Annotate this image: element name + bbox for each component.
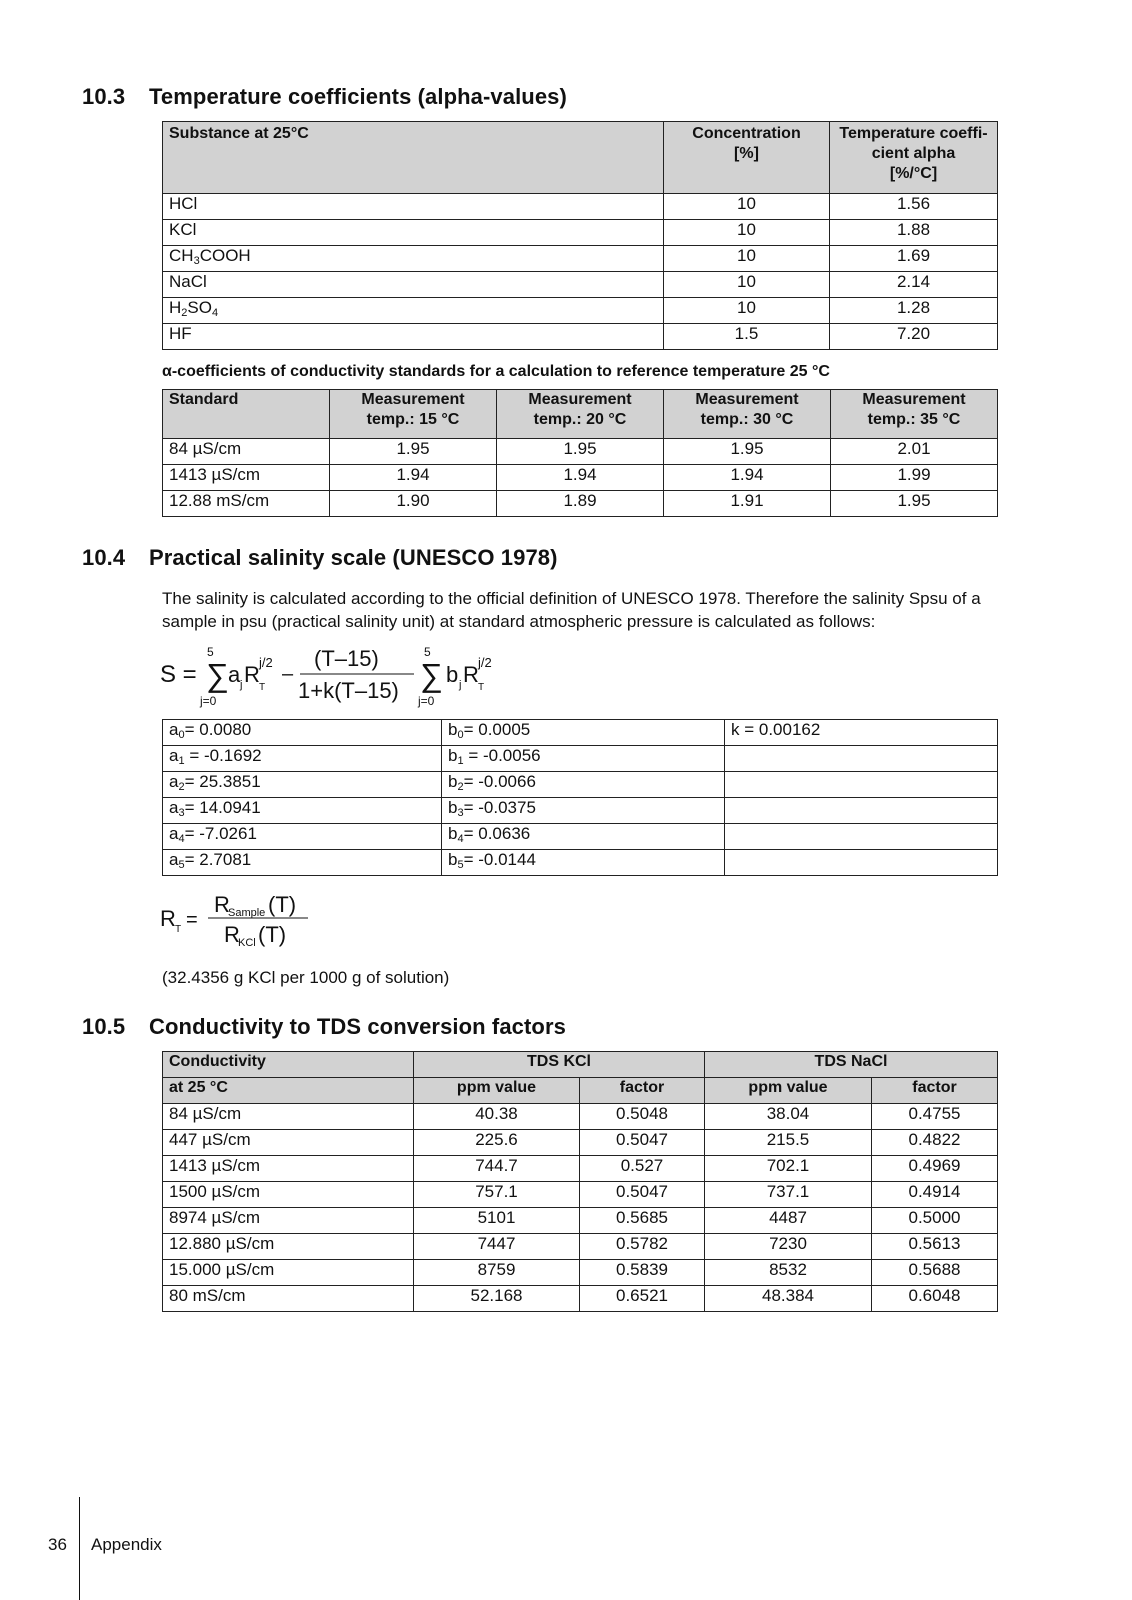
b-term: b	[446, 662, 459, 687]
nacl-factor-cell: 0.6048	[872, 1286, 998, 1312]
nacl-ppm-cell: 7230	[705, 1234, 872, 1260]
a-index: 4	[178, 833, 185, 845]
table-row	[163, 439, 998, 465]
kcl-ppm-cell: 225.6	[414, 1130, 580, 1156]
table-row	[163, 246, 998, 272]
a-coefficient-cell	[163, 824, 442, 850]
b-index: 5	[457, 859, 464, 871]
b-value: = -0.0144	[463, 850, 536, 869]
nacl-factor-cell: 0.5613	[872, 1234, 998, 1260]
footer-label: Appendix	[91, 1535, 162, 1554]
b-coefficient-cell	[442, 746, 725, 772]
b-index: 4	[457, 833, 464, 845]
rt-formula	[158, 888, 318, 950]
section-heading-10-3	[82, 84, 567, 110]
b-coefficient-cell	[442, 798, 725, 824]
standards-header-standard: Standard	[163, 390, 330, 439]
a-coefficient-cell	[163, 746, 442, 772]
alpha-header-concentration: Concentration [%]	[664, 122, 830, 194]
value-cell: 1.94	[664, 465, 831, 491]
kcl-ppm-cell: 7447	[414, 1234, 580, 1260]
concentration-cell: 10	[664, 220, 830, 246]
alpha-header-alpha: Temperature coeffi- cient alpha [%/°C]	[830, 122, 998, 194]
salinity-paragraph: The salinity is calculated according to the official definition of UNESCO 1978. Therefore the salinity Spsu of a sample in psu (practical salinity unit) at standard atmospheric pressure is calculated as follows:	[162, 589, 981, 631]
alpha-cell: 7.20	[830, 324, 998, 350]
k-cell: k = 0.00162	[725, 720, 998, 746]
tds-header-kcl: TDS KCl	[414, 1052, 705, 1078]
table-row	[163, 298, 998, 324]
alpha-cell: 1.56	[830, 194, 998, 220]
rt-num-r: R	[214, 892, 230, 917]
kcl-factor-cell: 0.5782	[580, 1234, 705, 1260]
a-value: = 0.0080	[184, 720, 252, 739]
table-row	[163, 824, 998, 850]
kcl-note: (32.4356 g KCl per 1000 g of solution)	[162, 968, 450, 987]
rt-num-sub: Sample	[228, 907, 266, 919]
tds-header-kcl-factor: factor	[580, 1078, 705, 1104]
b-coefficient-cell	[442, 824, 725, 850]
tds-header-nacl-factor: factor	[872, 1078, 998, 1104]
table-row	[163, 324, 998, 350]
conductivity-cell: 447 µS/cm	[163, 1130, 414, 1156]
a-symbol: a	[169, 824, 179, 843]
concentration-cell: 10	[664, 246, 830, 272]
conductivity-cell: 12.880 µS/cm	[163, 1234, 414, 1260]
table-row	[163, 1104, 998, 1130]
b-coefficient-cell	[442, 772, 725, 798]
a-coefficient-cell	[163, 720, 442, 746]
a-index: 5	[178, 859, 185, 871]
b-index: 1	[457, 755, 464, 767]
nacl-ppm-cell: 737.1	[705, 1182, 872, 1208]
table-row	[163, 1260, 998, 1286]
section-title: Conductivity to TDS conversion factors	[149, 1014, 566, 1039]
b-index: 0	[457, 729, 464, 741]
b-value: = -0.0066	[463, 772, 536, 791]
alpha-cell: 2.14	[830, 272, 998, 298]
kcl-ppm-cell: 5101	[414, 1208, 580, 1234]
substance-cell: NaCl	[163, 272, 664, 298]
a-value: = 14.0941	[184, 798, 261, 817]
b-symbol: b	[448, 850, 458, 869]
standards-header-15: Measurement temp.: 15 °C	[330, 390, 497, 439]
conductivity-cell: 80 mS/cm	[163, 1286, 414, 1312]
table-row	[163, 465, 998, 491]
b-value: = 0.0005	[463, 720, 531, 739]
minus-sign: –	[282, 663, 294, 685]
alpha-cell: 1.28	[830, 298, 998, 324]
a-index: 0	[178, 729, 185, 741]
table-row	[163, 1156, 998, 1182]
k-cell	[725, 824, 998, 850]
a-index: 1	[178, 755, 185, 767]
a-symbol: a	[169, 720, 179, 739]
r-term: R	[463, 662, 479, 687]
nacl-factor-cell: 0.4969	[872, 1156, 998, 1182]
table-row	[163, 1130, 998, 1156]
rt-den-sub: KCl	[238, 937, 256, 949]
section-title: Temperature coefficients (alpha-values)	[149, 84, 567, 109]
standards-header-20: Measurement temp.: 20 °C	[497, 390, 664, 439]
table-row	[163, 850, 998, 876]
kcl-ppm-cell: 40.38	[414, 1104, 580, 1130]
concentration-cell: 10	[664, 298, 830, 324]
value-cell: 1.99	[831, 465, 998, 491]
nacl-ppm-cell: 38.04	[705, 1104, 872, 1130]
substance-cell: KCl	[163, 220, 664, 246]
section-heading-10-4	[82, 545, 558, 571]
standards-table	[162, 389, 998, 517]
standards-header-30: Measurement temp.: 30 °C	[664, 390, 831, 439]
b-value: = -0.0375	[463, 798, 536, 817]
value-cell: 1.91	[664, 491, 831, 517]
a-index: 3	[178, 807, 185, 819]
b-symbol: b	[448, 720, 458, 739]
section-number: 10.5	[82, 1014, 126, 1039]
conductivity-cell: 8974 µS/cm	[163, 1208, 414, 1234]
r-exp: j/2	[259, 655, 273, 670]
a-index: j	[240, 679, 243, 691]
kcl-factor-cell: 0.5048	[580, 1104, 705, 1130]
b-coefficient-cell	[442, 720, 725, 746]
tds-header-temp: at 25 °C	[163, 1078, 414, 1104]
conductivity-cell: 15.000 µS/cm	[163, 1260, 414, 1286]
a-term: a	[228, 662, 241, 687]
rt-den-r: R	[224, 922, 240, 947]
nacl-ppm-cell: 702.1	[705, 1156, 872, 1182]
b-value: = -0.0056	[463, 746, 541, 765]
table-row	[163, 1286, 998, 1312]
formula-lhs: S =	[160, 661, 197, 688]
standard-cell: 84 µS/cm	[163, 439, 330, 465]
sigma-icon: ∑	[420, 657, 443, 693]
kcl-factor-cell: 0.6521	[580, 1286, 705, 1312]
table-row	[163, 194, 998, 220]
sum-lower: j=0	[200, 694, 217, 708]
kcl-factor-cell: 0.5047	[580, 1182, 705, 1208]
table-row	[163, 746, 998, 772]
nacl-factor-cell: 0.4755	[872, 1104, 998, 1130]
concentration-cell: 10	[664, 194, 830, 220]
kcl-ppm-cell: 757.1	[414, 1182, 580, 1208]
nacl-factor-cell: 0.5000	[872, 1208, 998, 1234]
table-row	[163, 220, 998, 246]
value-cell: 1.90	[330, 491, 497, 517]
k-cell	[725, 746, 998, 772]
sum-upper: 5	[207, 645, 214, 659]
kcl-ppm-cell: 52.168	[414, 1286, 580, 1312]
table-row	[163, 720, 998, 746]
tds-header-kcl-ppm: ppm value	[414, 1078, 580, 1104]
alpha-table	[162, 121, 998, 350]
b-index: 3	[457, 807, 464, 819]
table-row	[163, 1208, 998, 1234]
b-index: 2	[457, 781, 464, 793]
value-cell: 1.95	[497, 439, 664, 465]
a-value: = 2.7081	[184, 850, 252, 869]
kcl-factor-cell: 0.527	[580, 1156, 705, 1182]
nacl-factor-cell: 0.5688	[872, 1260, 998, 1286]
value-cell: 2.01	[831, 439, 998, 465]
footer-divider	[79, 1497, 80, 1600]
frac-denominator: 1+k(T–15)	[298, 678, 399, 703]
a-value: = 25.3851	[184, 772, 261, 791]
nacl-ppm-cell: 8532	[705, 1260, 872, 1286]
kcl-ppm-cell: 8759	[414, 1260, 580, 1286]
frac-numerator: (T–15)	[314, 646, 379, 671]
value-cell: 1.95	[330, 439, 497, 465]
k-cell	[725, 798, 998, 824]
kcl-factor-cell: 0.5839	[580, 1260, 705, 1286]
nacl-ppm-cell: 4487	[705, 1208, 872, 1234]
section-title: Practical salinity scale (UNESCO 1978)	[149, 545, 558, 570]
sigma-icon: ∑	[206, 657, 229, 693]
page-number: 36	[48, 1535, 67, 1554]
a-coefficient-cell	[163, 850, 442, 876]
b-value: = 0.0636	[463, 824, 531, 843]
conductivity-cell: 1413 µS/cm	[163, 1156, 414, 1182]
substance-cell: $CH_3COOH$	[163, 246, 664, 272]
tds-table	[162, 1051, 998, 1312]
tds-header-conductivity: Conductivity	[163, 1052, 414, 1078]
r-index: T	[259, 682, 266, 693]
table-row	[163, 1182, 998, 1208]
conductivity-cell: 84 µS/cm	[163, 1104, 414, 1130]
value-cell: 1.94	[497, 465, 664, 491]
salinity-formula	[158, 644, 518, 710]
b-symbol: b	[448, 798, 458, 817]
kcl-factor-cell: 0.5047	[580, 1130, 705, 1156]
a-value: = -0.1692	[184, 746, 262, 765]
k-cell	[725, 850, 998, 876]
nacl-factor-cell: 0.4914	[872, 1182, 998, 1208]
section-heading-10-5	[82, 1014, 566, 1040]
concentration-cell: 10	[664, 272, 830, 298]
r-term: R	[244, 662, 260, 687]
a-index: 2	[178, 781, 185, 793]
kcl-factor-cell: 0.5685	[580, 1208, 705, 1234]
coefficient-table	[162, 719, 998, 876]
sum-lower: j=0	[418, 694, 435, 708]
a-coefficient-cell	[163, 798, 442, 824]
a-symbol: a	[169, 746, 179, 765]
rt-eq: =	[186, 909, 198, 931]
section-number: 10.3	[82, 84, 126, 109]
standard-cell: 1413 µS/cm	[163, 465, 330, 491]
nacl-factor-cell: 0.4822	[872, 1130, 998, 1156]
alpha-cell: 1.88	[830, 220, 998, 246]
b-coefficient-cell	[442, 850, 725, 876]
substance-cell: $H_2SO_4$	[163, 298, 664, 324]
table-row	[163, 1234, 998, 1260]
tds-header-nacl: TDS NaCl	[705, 1052, 998, 1078]
b-symbol: b	[448, 772, 458, 791]
tds-header-nacl-ppm: ppm value	[705, 1078, 872, 1104]
standards-header-35: Measurement temp.: 35 °C	[831, 390, 998, 439]
rt-lhs: R	[160, 906, 176, 931]
nacl-ppm-cell: 48.384	[705, 1286, 872, 1312]
k-cell	[725, 772, 998, 798]
rt-num-arg: (T)	[268, 892, 297, 917]
a-symbol: a	[169, 772, 179, 791]
r-exp: j/2	[478, 655, 492, 670]
a-symbol: a	[169, 798, 179, 817]
conductivity-cell: 1500 µS/cm	[163, 1182, 414, 1208]
a-coefficient-cell	[163, 772, 442, 798]
table-row	[163, 272, 998, 298]
value-cell: 1.94	[330, 465, 497, 491]
nacl-ppm-cell: 215.5	[705, 1130, 872, 1156]
standards-note: α-coefficients of conductivity standards for a calculation to reference temperature 25 °C	[162, 363, 830, 380]
b-symbol: b	[448, 824, 458, 843]
b-index: j	[459, 679, 462, 691]
sum-upper: 5	[424, 645, 431, 659]
rt-den-arg: (T)	[258, 922, 287, 947]
substance-cell: HF	[163, 324, 664, 350]
table-row	[163, 772, 998, 798]
substance-cell: HCl	[163, 194, 664, 220]
alpha-header-substance: Substance at 25°C	[163, 122, 664, 194]
kcl-ppm-cell: 744.7	[414, 1156, 580, 1182]
r-index: T	[478, 682, 485, 693]
value-cell: 1.95	[664, 439, 831, 465]
standard-cell: 12.88 mS/cm	[163, 491, 330, 517]
b-symbol: b	[448, 746, 458, 765]
table-row	[163, 798, 998, 824]
alpha-cell: 1.69	[830, 246, 998, 272]
concentration-cell: 1.5	[664, 324, 830, 350]
rt-lhs-sub: T	[175, 924, 182, 935]
a-symbol: a	[169, 850, 179, 869]
section-number: 10.4	[82, 545, 126, 570]
a-value: = -7.0261	[184, 824, 257, 843]
value-cell: 1.95	[831, 491, 998, 517]
value-cell: 1.89	[497, 491, 664, 517]
table-row	[163, 491, 998, 517]
